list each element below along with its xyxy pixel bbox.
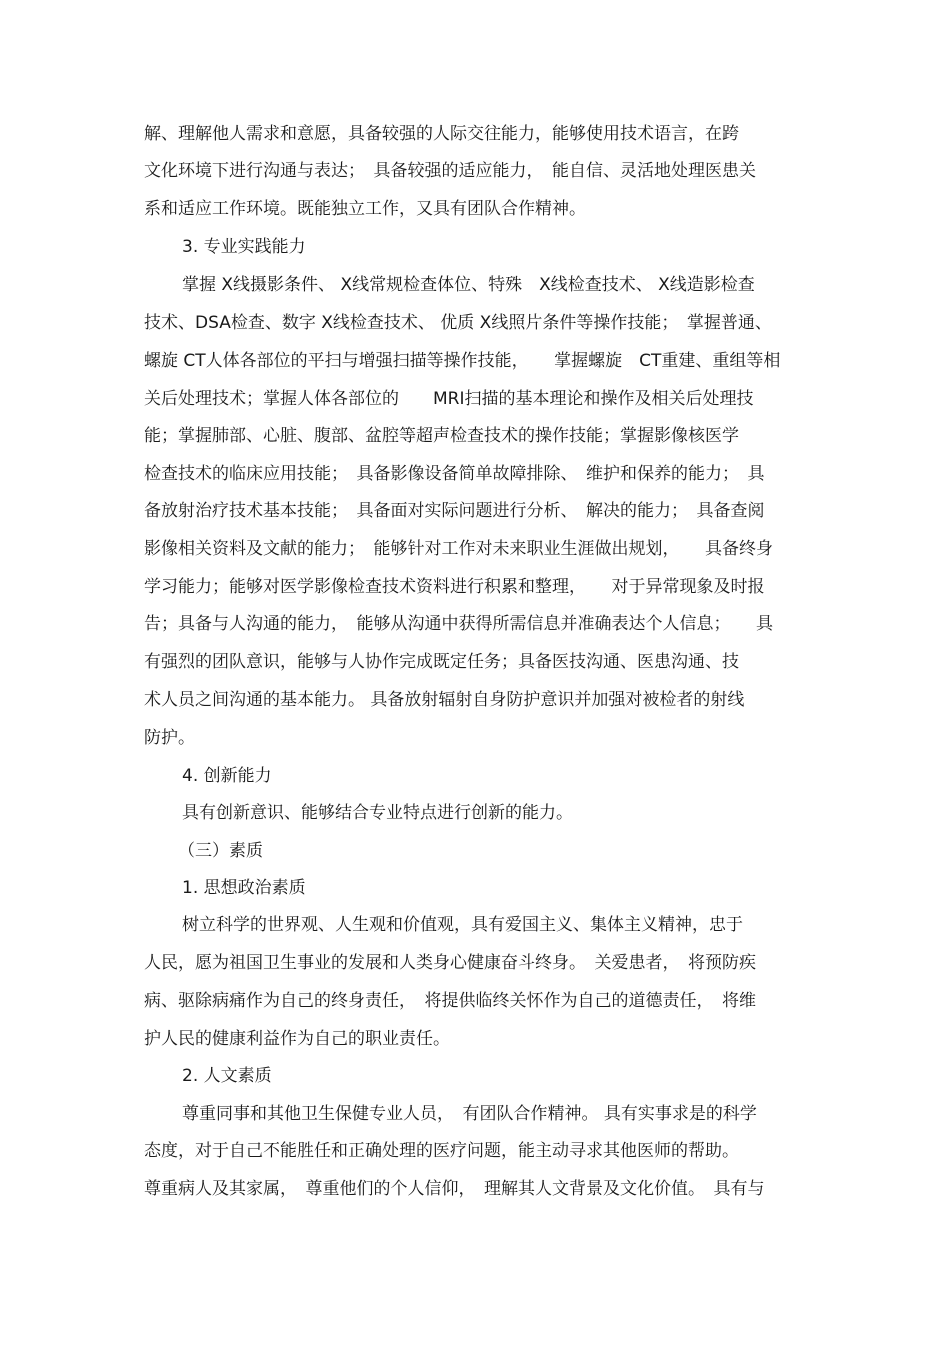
paragraph-line: 技术、DSA检查、数字 X线检查技术、 优质 X线照片条件等操作技能； 掌握普通、	[144, 313, 772, 333]
paragraph-line: 系和适应工作环境。既能独立工作，又具有团队合作精神。	[144, 199, 586, 219]
section-heading: 3. 专业实践能力	[182, 237, 306, 257]
paragraph-line: 病、驱除病痛作为自己的终身责任， 将提供临终关怀作为自己的道德责任， 将维	[144, 991, 756, 1011]
paragraph-line: 影像相关资料及文献的能力； 能够针对工作对未来职业生涯做出规划， 具备终身	[144, 539, 773, 559]
paragraph-line: 能；掌握肺部、心脏、腹部、盆腔等超声检查技术的操作技能；掌握影像核医学	[144, 426, 739, 446]
paragraph-line: 尊重病人及其家属， 尊重他们的个人信仰， 理解其人文背景及文化价值。 具有与	[144, 1179, 765, 1199]
section-heading: 1. 思想政治素质	[182, 878, 306, 898]
paragraph-line: 术人员之间沟通的基本能力。 具备放射辐射自身防护意识并加强对被检者的射线	[144, 690, 745, 710]
paragraph-line: 护人民的健康利益作为自己的职业责任。	[144, 1029, 450, 1049]
paragraph-line: 检查技术的临床应用技能； 具备影像设备简单故障排除、 维护和保养的能力； 具	[144, 464, 765, 484]
paragraph-line: 具有创新意识、能够结合专业特点进行创新的能力。	[182, 803, 573, 823]
paragraph-line: 防护。	[144, 728, 195, 748]
paragraph-line: 树立科学的世界观、人生观和价值观，具有爱国主义、集体主义精神，忠于	[182, 915, 743, 935]
paragraph-line: 人民，愿为祖国卫生事业的发展和人类身心健康奋斗终身。 关爱患者， 将预防疾	[144, 953, 756, 973]
paragraph-line: 尊重同事和其他卫生保健专业人员， 有团队合作精神。 具有实事求是的科学	[182, 1104, 757, 1124]
section-heading: 4. 创新能力	[182, 766, 272, 786]
paragraph-line: 告；具备与人沟通的能力， 能够从沟通中获得所需信息并准确表达个人信息； 具	[144, 614, 773, 634]
paragraph-line: 文化环境下进行沟通与表达； 具备较强的适应能力， 能自信、灵活地处理医患关	[144, 161, 756, 181]
section-heading: 2. 人文素质	[182, 1066, 272, 1086]
paragraph-line: 学习能力；能够对医学影像检查技术资料进行积累和整理， 对于异常现象及时报	[144, 577, 765, 597]
paragraph-line: 螺旋 CT人体各部位的平扫与增强扫描等操作技能， 掌握螺旋 CT重建、重组等相	[144, 351, 781, 371]
paragraph-line: 解、理解他人需求和意愿，具备较强的人际交往能力，能够使用技术语言，在跨	[144, 124, 739, 144]
paragraph-line: 备放射治疗技术基本技能； 具备面对实际问题进行分析、 解决的能力； 具备查阅	[144, 501, 765, 521]
section-heading: （三）素质	[178, 841, 263, 861]
paragraph-line: 关后处理技术；掌握人体各部位的 MRI扫描的基本理论和操作及相关后处理技	[144, 389, 754, 409]
paragraph-line: 掌握 X线摄影条件、 X线常规检查体位、特殊 X线检查技术、 X线造影检查	[182, 275, 755, 295]
paragraph-line: 有强烈的团队意识，能够与人协作完成既定任务；具备医技沟通、医患沟通、技	[144, 652, 739, 672]
paragraph-line: 态度，对于自己不能胜任和正确处理的医疗问题，能主动寻求其他医师的帮助。	[144, 1141, 739, 1161]
